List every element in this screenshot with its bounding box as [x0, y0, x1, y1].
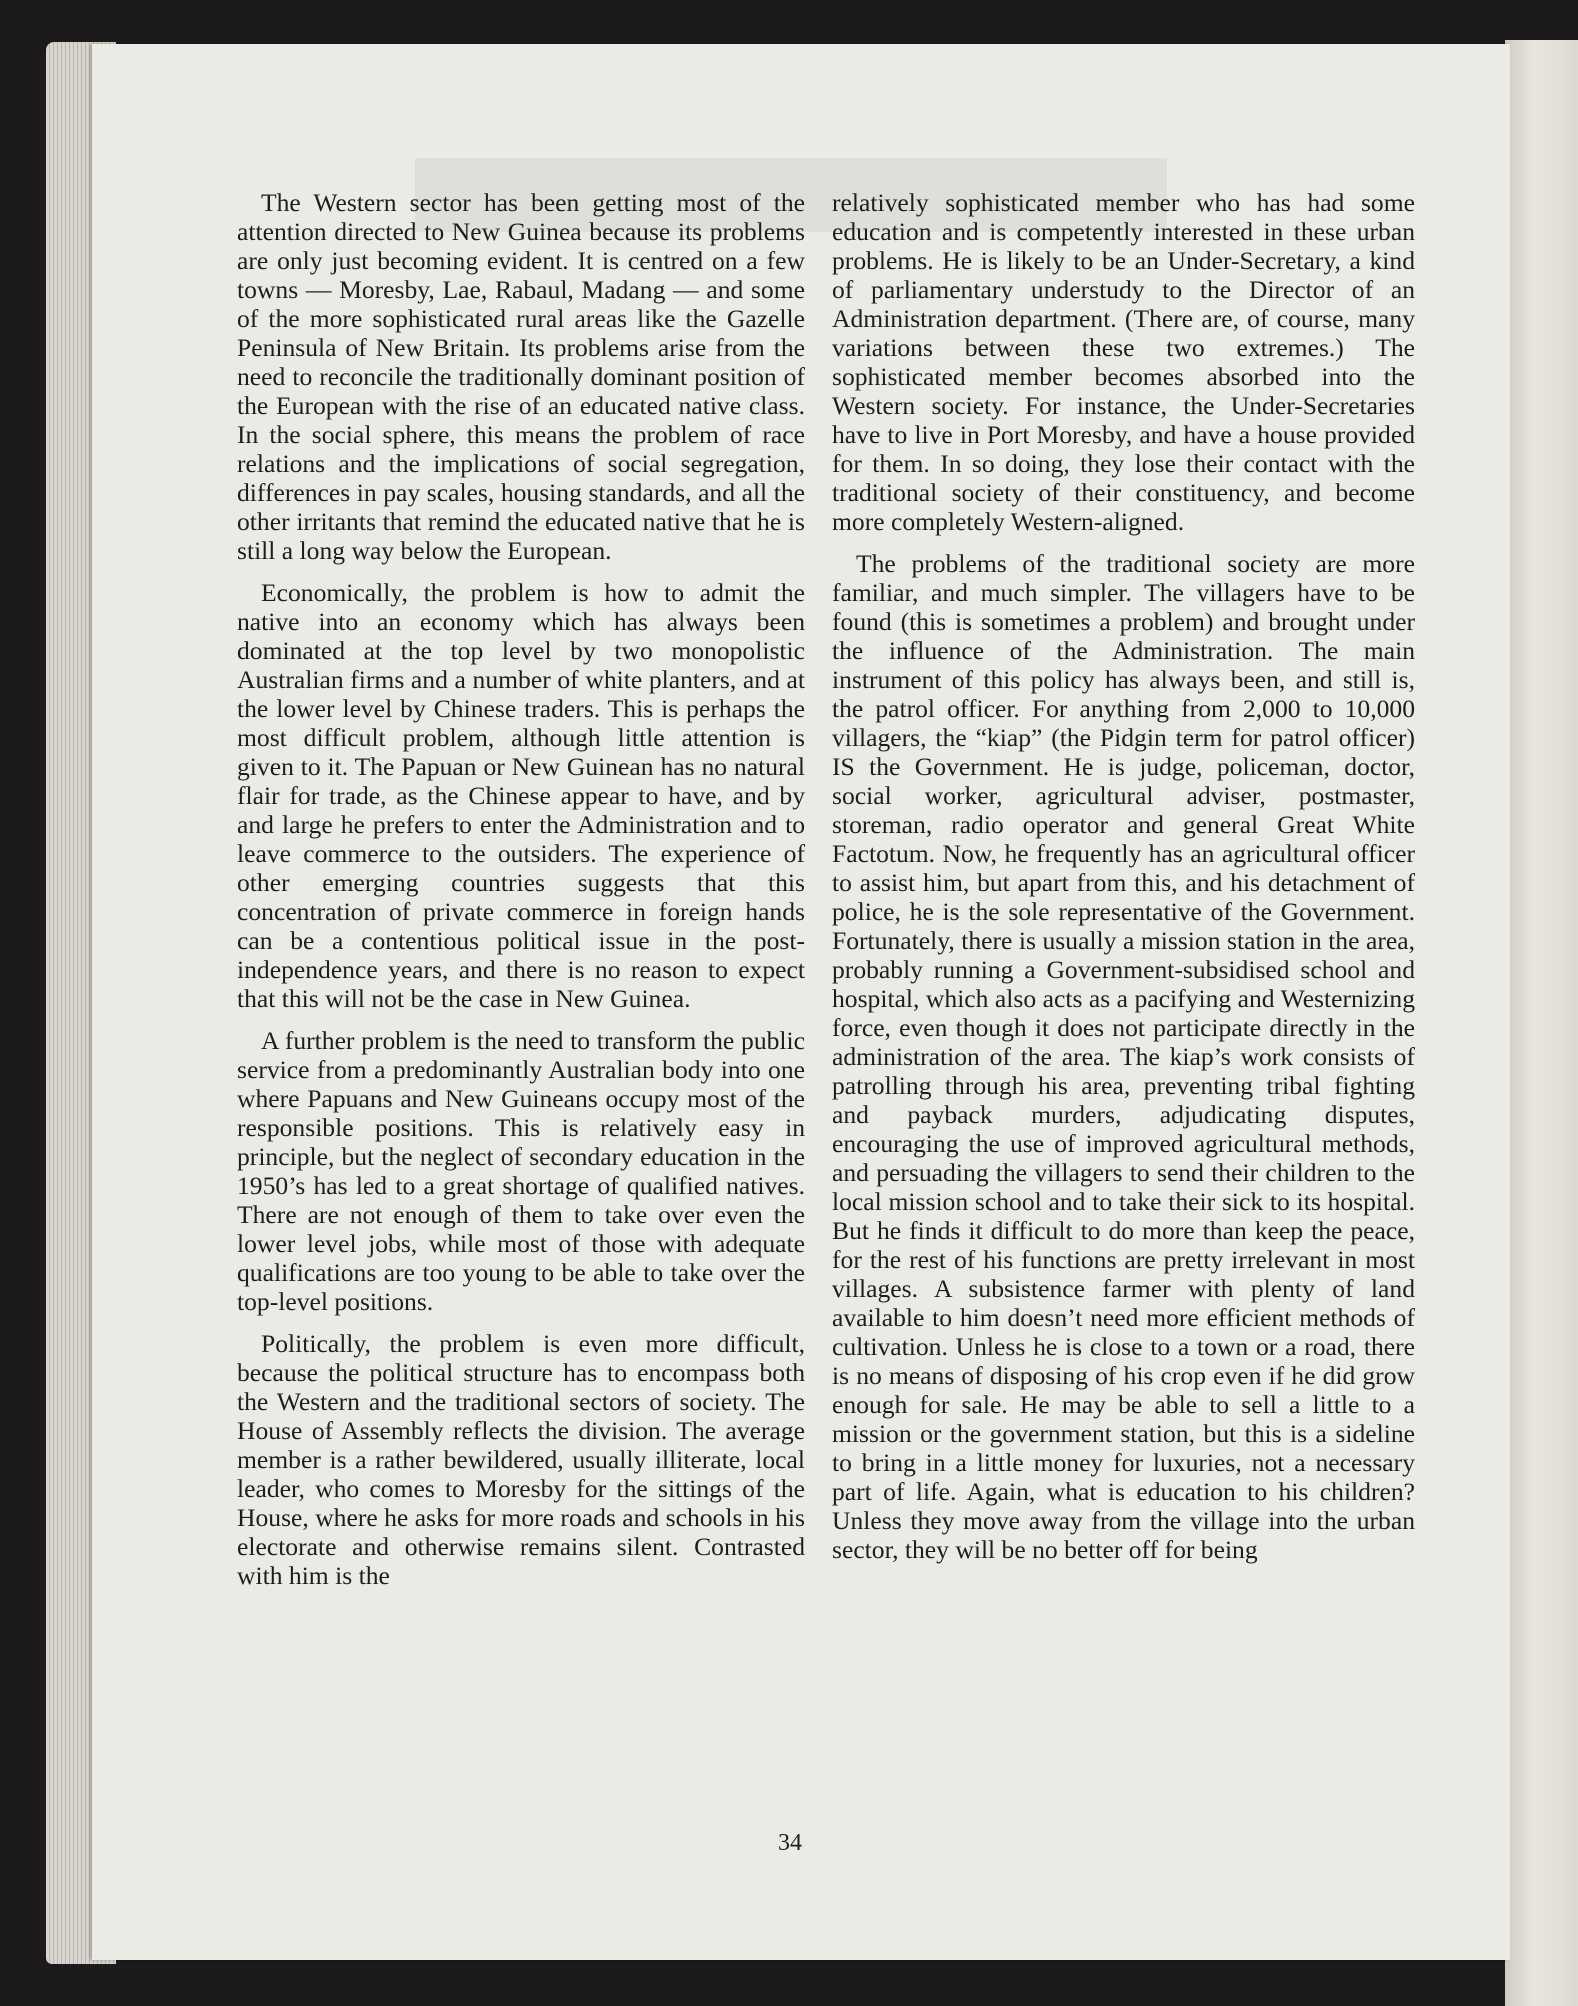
paragraph-economically: Economically, the problem is how to admit the native into an economy which has always been dominated at the top level by two monopolistic Australian firms and a number of white planters, and at the lower level by Chinese traders. This is perhaps the most difficult problem, although little attention is given to it. The Papuan or New Guinean has no natural flair for trade, as the Chinese appear to have, and by and large he prefers to enter the Administration and to leave commerce to the outsiders. The experience of other emerging countries suggests that this concentration of private commerce in foreign hands can be a contentious political issue in the post-independence years, and there is no reason to expect that this will not be the case in New Guinea.	[237, 578, 805, 1013]
adjacent-page-edge	[1505, 40, 1578, 2006]
paragraph-politically: Politically, the problem is even more difficult, because the political structure has to encompass both the Western and the traditional sectors of society. The House of Assembly reflects the division. The average member is a rather bewildered, usually illiterate, local leader, who comes to Moresby for the sittings of the House, where he asks for more roads and schools in his electorate and otherwise remains silent. Contrasted with him is the	[237, 1329, 805, 1590]
paragraph-traditional-society: The problems of the traditional society are more familiar, and much simpler. The villagers have to be found (this is sometimes a problem) and brought under the influence of the Administration. The main instrument of this policy has always been, and still is, the patrol officer. For anything from 2,000 to 10,000 villagers, the “kiap” (the Pidgin term for patrol officer) IS the Government. He is judge, policeman, doctor, social worker, agricultural adviser, postmaster, storeman, radio operator and general Great White Factotum. Now, he frequently has an agricultural officer to assist him, but apart from this, and his detachment of police, he is the sole representative of the Government. Fortunately, there is usually a mission station in the area, probably running a Government-subsidised school and hospital, which also acts as a pacifying and Westernizing force, even though it does not participate directly in the administration of the area. The kiap’s work consists of patrolling through his area, preventing tribal fighting and payback murders, adjudicating disputes, encouraging the use of improved agricultural methods, and persuading the villagers to send their children to the local mission school and to take their sick to its hospital. But he finds it difficult to do more than keep the peace, for the rest of his functions are pretty irrelevant in most villages. A subsistence farmer with plenty of land available to him doesn’t need more efficient methods of cultivation. Unless he is close to a town or a road, there is no means of disposing of his crop even if he did grow enough for sale. He may be able to sell a little to a mission or the government station, but this is a sideline to bring in a little money for luxuries, not a necessary part of life. Again, what is education to his children? Unless they move away from the village into the urban sector, they will be no better off for being	[832, 549, 1415, 1564]
paragraph-public-service: A further problem is the need to transform the public service from a predominantly Australian body into one where Papuans and New Guineans occupy most of the responsible positions. This is relatively easy in principle, but the neglect of secondary education in the 1950’s has led to a great shortage of qualified natives. There are not enough of them to take over even the lower level jobs, while most of those with adequate qualifications are too young to be able to take over the top-level positions.	[237, 1026, 805, 1316]
right-text-column	[832, 188, 1415, 1577]
paragraph-western-sector: The Western sector has been getting most of the attention directed to New Guinea because its problems are only just becoming evident. It is centred on a few towns — Moresby, Lae, Rabaul, Madang — and some of the more sophisticated rural areas like the Gazelle Peninsula of New Britain. Its problems arise from the need to reconcile the traditionally dominant position of the European with the rise of an educated native class. In the social sphere, this means the problem of race relations and the implications of social segregation, differences in pay scales, housing standards, and all the other irritants that remind the educated native that he is still a long way below the European.	[237, 188, 805, 565]
page-number: 34	[778, 1830, 802, 1856]
left-text-column	[237, 188, 805, 1603]
paragraph-sophisticated-member: relatively sophisticated member who has had some education and is competently interested in these urban problems. He is likely to be an Under-Secretary, a kind of parliamentary understudy to the Director of an Administration department. (There are, of course, many variations between these two extremes.) The sophisticated member becomes absorbed into the Western society. For instance, the Under-Secretaries have to live in Port Moresby, and have a house provided for them. In so doing, they lose their contact with the traditional society of their constituency, and become more completely Western-aligned.	[832, 188, 1415, 536]
